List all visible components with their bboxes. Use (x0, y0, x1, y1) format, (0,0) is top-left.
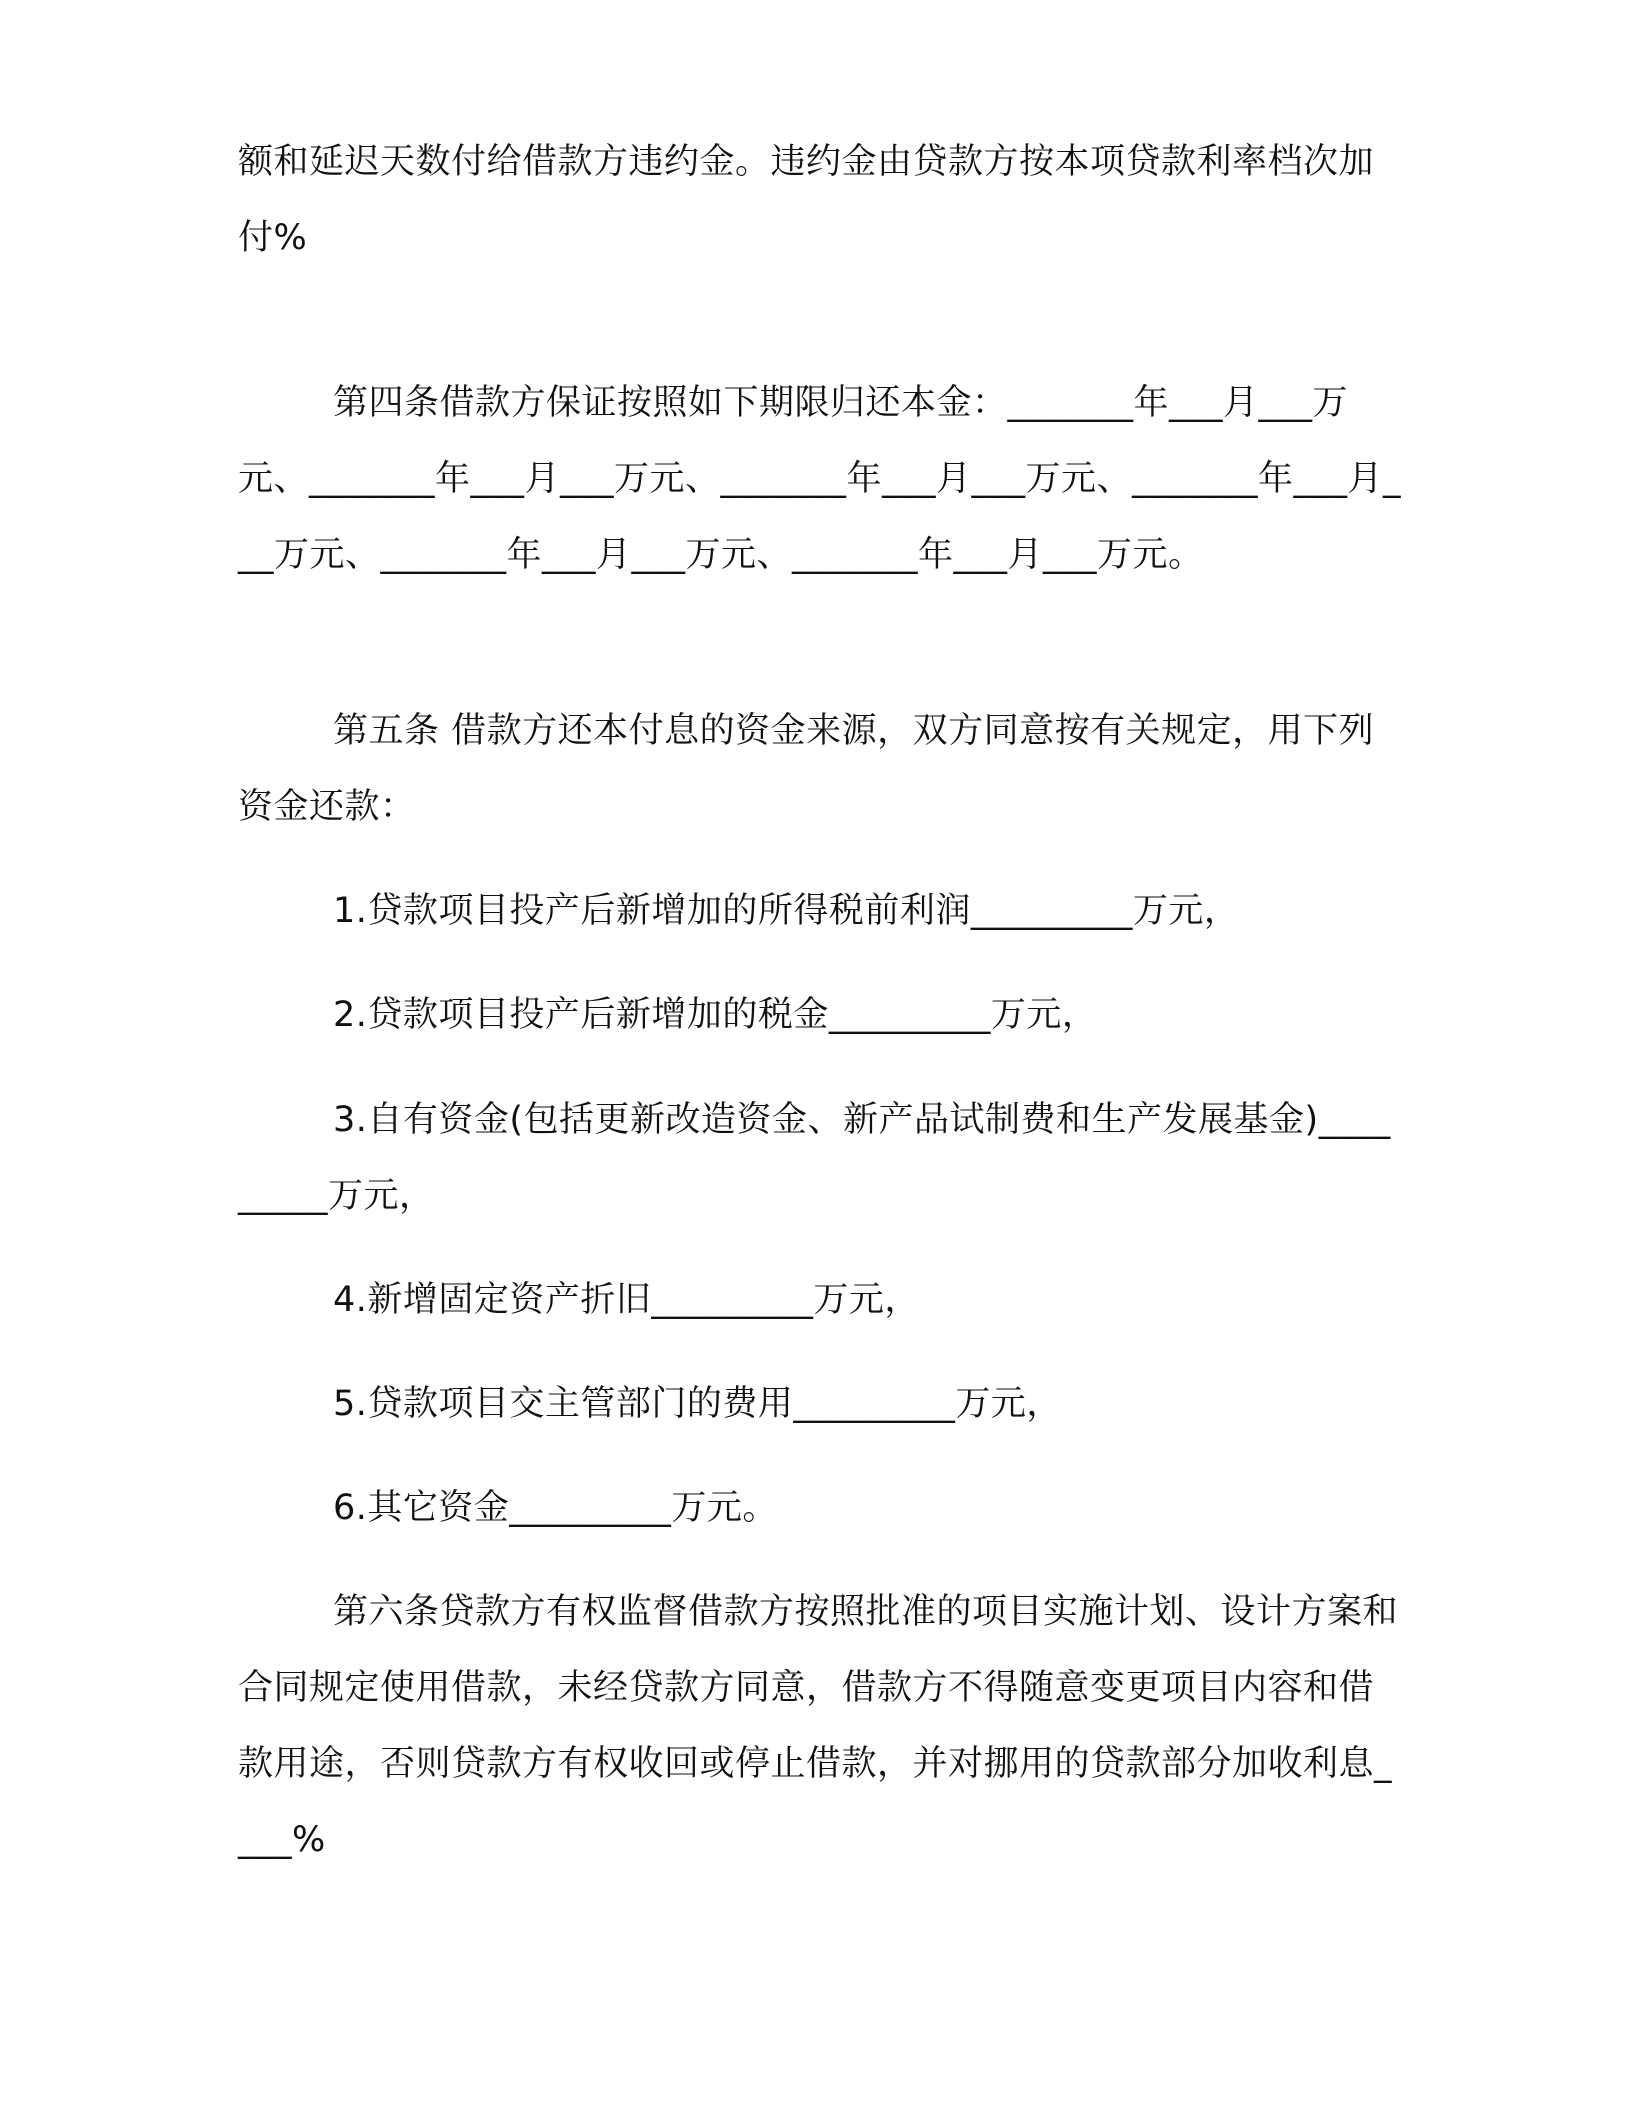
paragraph-article-4: 第四条借款方保证按照如下期限归还本金：_______年___月___万元、_______年___月___万元、_______年___月___万元、_______年___月___万元、_______年___月___万元、_______年___月___万元。 (238, 383, 1402, 575)
list-item-1: 1.贷款项目投产后新增加的所得税前利润_________万元， (333, 891, 1240, 931)
list-item-3: 3.自有资金(包括更新改造资金、新产品试制费和生产发展基金)_________万元， (238, 1100, 1391, 1216)
list-item-5: 5.贷款项目交主管部门的费用_________万元， (333, 1384, 1062, 1424)
list-item-6: 6.其它资金_________万元。 (333, 1488, 778, 1528)
list-item-2: 2.贷款项目投产后新增加的税金_________万元， (333, 995, 1098, 1035)
list-item-4: 4.新增固定资产折旧_________万元， (333, 1280, 920, 1320)
paragraph-article-6: 第六条贷款方有权监督借款方按照批准的项目实施计划、设计方案和合同规定使用借款，未经贷款方同意，借款方不得随意变更项目内容和借款用途，否则贷款方有权收回或停止借款，并对挪用的贷款部分加收利息____% (238, 1592, 1399, 1860)
paragraph-penalty-continuation: 额和延迟天数付给借款方违约金。违约金由贷款方按本项贷款利率档次加付% (238, 142, 1375, 258)
paragraph-article-5: 第五条 借款方还本付息的资金来源，双方同意按有关规定，用下列资金还款： (238, 711, 1375, 827)
